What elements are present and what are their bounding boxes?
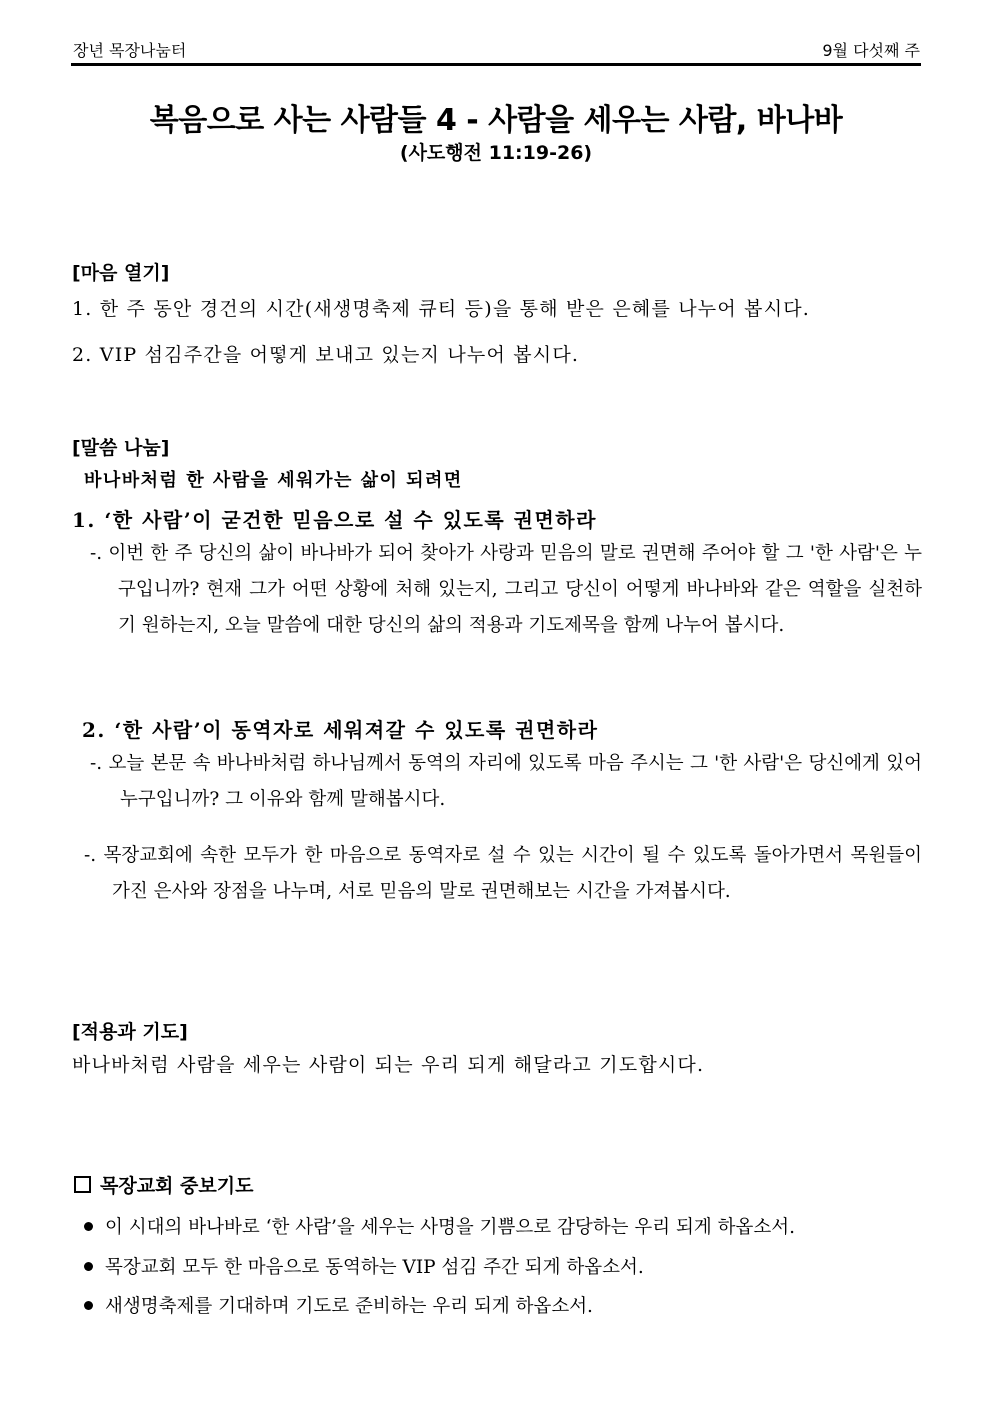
open-heart-item-1: 1. 한 주 동안 경건의 시간(새생명축제 큐티 등)을 통해 받은 은혜를 나누어 봅시다. [72,298,811,320]
section-heading-word-sharing: [말씀 나눔] [72,437,170,459]
checkbox-icon [74,1176,91,1193]
point-1-text: -. 이번 한 주 당신의 삶이 바나바가 되어 찾아가 사랑과 믿음의 말로 권면해 주어야 할 그 '한 사람'은 누구입니까? 현재 그가 어떤 상황에 처해 있는지, 그리고 당신이 어떻게 바나바와 같은 역할을 실천하기 원하는지, 오늘 말씀에 대한 당신의 삶의 적용과 기도제목을 함께 나누어 봅시다. [90,543,922,636]
open-heart-item-2: 2. VIP 섬김주간을 어떻게 보내고 있는지 나누어 봅시다. [72,344,580,366]
intercession-item-text: 목장교회 모두 한 마음으로 동역하는 VIP 섬김 주간 되게 하옵소서. [105,1257,644,1278]
header-right: 9월 다섯째 주 [822,41,920,60]
bullet-icon [84,1222,93,1231]
point-2-text-2: -. 목장교회에 속한 모두가 한 마음으로 동역자로 설 수 있는 시간이 될 수 있도록 돌아가면서 목원들이 가진 은사와 장점을 나누며, 서로 믿음의 말로 권면해보는 시간을 가져봅시다. [84,845,922,902]
point-1-title: 1. ‘한 사람’이 굳건한 믿음으로 설 수 있도록 권면하라 [72,508,597,532]
section-heading-apply-pray: [적용과 기도] [72,1021,188,1043]
page-title: 복음으로 사는 사람들 4 - 사람을 세우는 사람, 바나바 [149,103,843,138]
intercession-item-2 [84,1253,644,1279]
word-sharing-intro: 바나바처럼 한 사람을 세워가는 삶이 되려면 [84,470,463,491]
intercession-item-text: 이 시대의 바나바로 ‘한 사람’을 세우는 사명을 기쁨으로 감당하는 우리 되게 하옵소서. [105,1217,795,1238]
bullet-icon [84,1262,93,1271]
header-rule [71,63,921,66]
point-2-text-1: -. 오늘 본문 속 바나바처럼 하나님께서 동역의 자리에 있도록 마음 주시는 그 '한 사람'은 당신에게 있어 누구입니까? 그 이유와 함께 말해봅시다. [90,753,922,810]
page-subtitle: (사도행전 11:19-26) [399,142,593,164]
apply-pray-text: 바나바처럼 사람을 세우는 사람이 되는 우리 되게 해달라고 기도합시다. [72,1054,705,1076]
bullet-icon [84,1301,93,1310]
intercession-item-text: 새생명축제를 기대하며 기도로 준비하는 우리 되게 하옵소서. [105,1296,593,1317]
intercession-heading-label: 목장교회 중보기도 [100,1175,254,1197]
intercession-item-1 [84,1213,795,1239]
header-left: 장년 목장나눔터 [73,41,187,60]
intercession-item-3 [84,1292,593,1318]
point-2-title: 2. ‘한 사람’이 동역자로 세워져갈 수 있도록 권면하라 [82,718,599,742]
intercession-heading [74,1171,253,1198]
section-heading-open-heart: [마음 열기] [72,262,170,284]
